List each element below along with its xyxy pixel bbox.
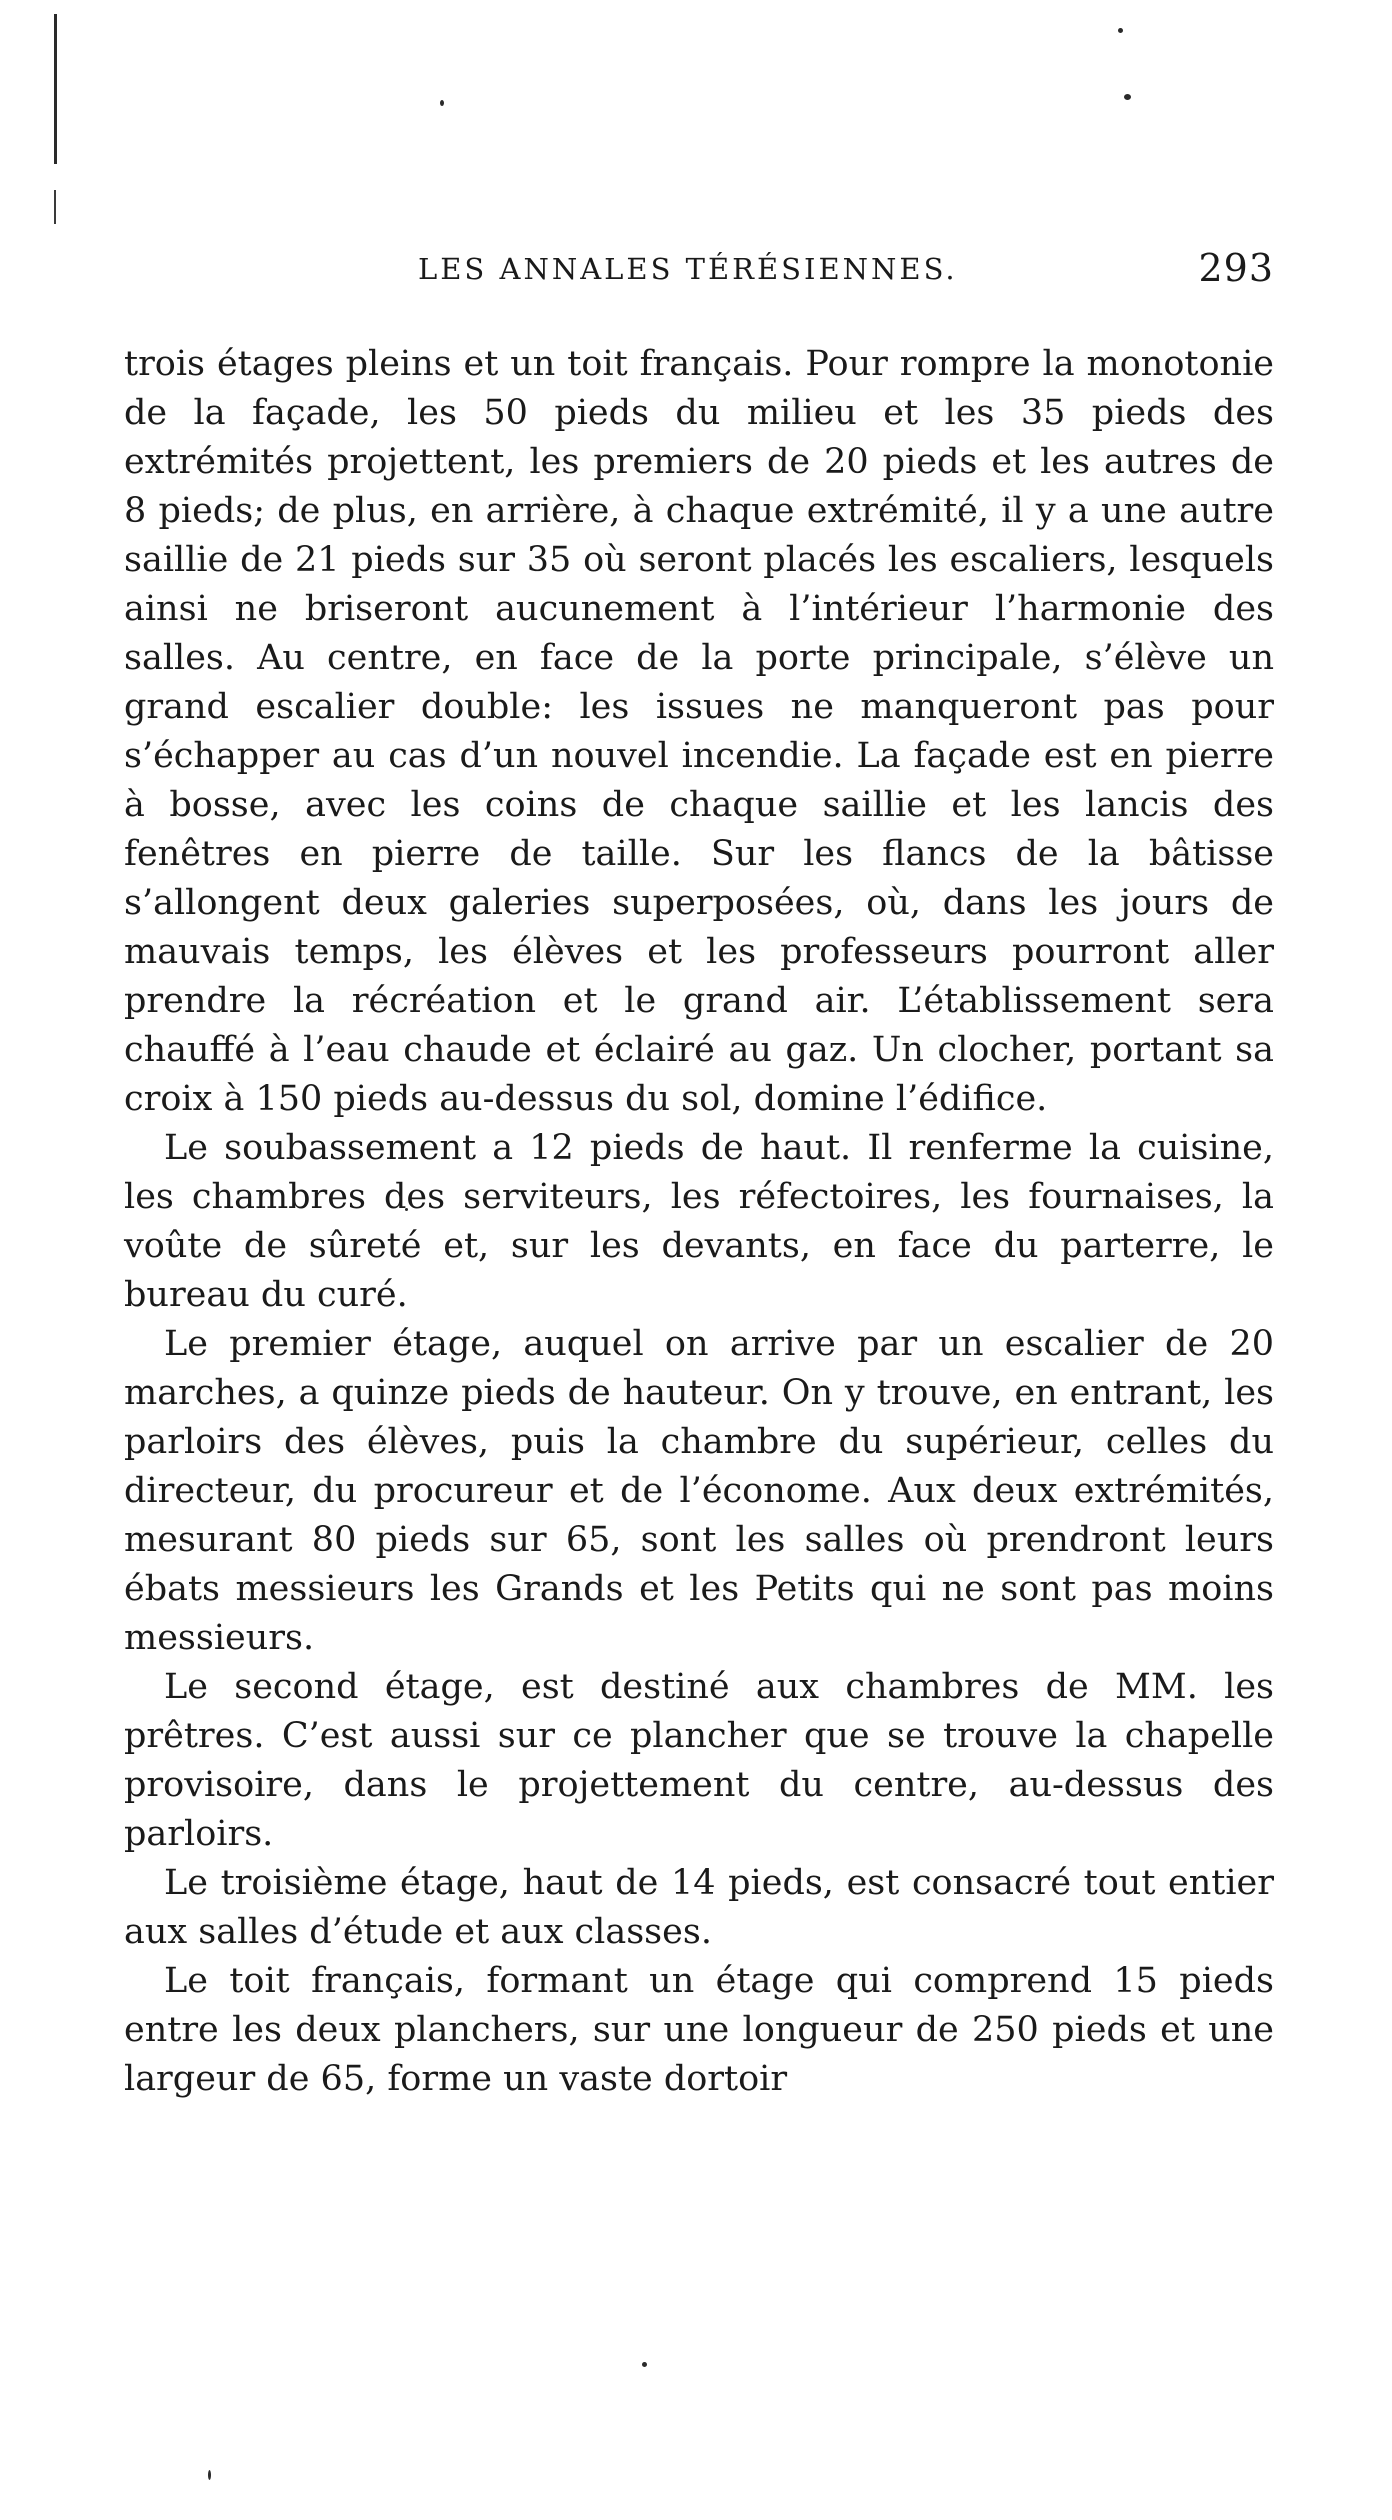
ink-speck bbox=[1118, 28, 1123, 33]
paragraph: Le troisième étage, haut de 14 pieds, est consacré tout entier aux salles d’étude et aux classes. bbox=[124, 1863, 1274, 1952]
paragraph: Le second étage, est destiné aux chambres de MM. les prêtres. C’est aussi sur ce plancher que se trouve la chapelle provisoire, dans le projettement du centre, au-dessus des parloirs. bbox=[124, 1667, 1274, 1854]
margin-rule-fragment bbox=[54, 190, 56, 224]
page-number: 293 bbox=[1198, 246, 1274, 290]
running-title: LES ANNALES TÉRÉSIENNES. bbox=[418, 252, 958, 286]
page-header bbox=[124, 246, 1274, 296]
ink-speck bbox=[208, 2470, 211, 2480]
margin-rule bbox=[54, 14, 57, 164]
body-text bbox=[124, 340, 1274, 2104]
ink-speck bbox=[642, 2362, 647, 2367]
ink-speck bbox=[440, 100, 444, 106]
paragraph: Le soubassement a 12 pieds de haut. Il renferme la cuisine, les chambres des serviteurs, les réfectoires, les fournaises, la voûte de sûreté et, sur les devants, en face du parterre, le bureau du curé. bbox=[124, 1128, 1274, 1315]
paragraph: Le premier étage, auquel on arrive par un escalier de 20 marches, a quinze pieds de hauteur. On y trouve, en entrant, les parloirs des élèves, puis la chambre du supérieur, celles du directeur, du procureur et de l’économe. Aux deux extrémités, mesurant 80 pieds sur 65, sont les salles où prendront leurs ébats messieurs les Grands et les Petits qui ne sont pas moins messieurs. bbox=[124, 1324, 1274, 1658]
paragraph: trois étages pleins et un toit français. Pour rompre la monotonie de la façade, les 50 pieds du milieu et les 35 pieds des extrémités projettent, les premiers de 20 pieds et les autres de 8 pieds; de plus, en arrière, à chaque extrémité, il y a une autre saillie de 21 pieds sur 35 où seront placés les escaliers, lesquels ainsi ne briseront aucunement à l’intérieur l’harmonie des salles. Au centre, en face de la porte principale, s’élève un grand escalier double: les issues ne manqueront pas pour s’échapper au cas d’un nouvel incendie. La façade est en pierre à bosse, avec les coins de chaque saillie et les lancis des fenêtres en pierre de taille. Sur les flancs de la bâtisse s’allongent deux galeries superposées, où, dans les jours de mauvais temps, les élèves et les professeurs pourront aller prendre la récréation et le grand air. L’établissement sera chauffé à l’eau chaude et éclairé au gaz. Un clocher, portant sa croix à 150 pieds au-dessus du sol, domine l’édifice. bbox=[124, 344, 1274, 1119]
ink-speck bbox=[1124, 94, 1131, 100]
paragraph: Le toit français, formant un étage qui comprend 15 pieds entre les deux planchers, sur une longueur de 250 pieds et une largeur de 65, forme un vaste dortoir bbox=[124, 1961, 1274, 2099]
